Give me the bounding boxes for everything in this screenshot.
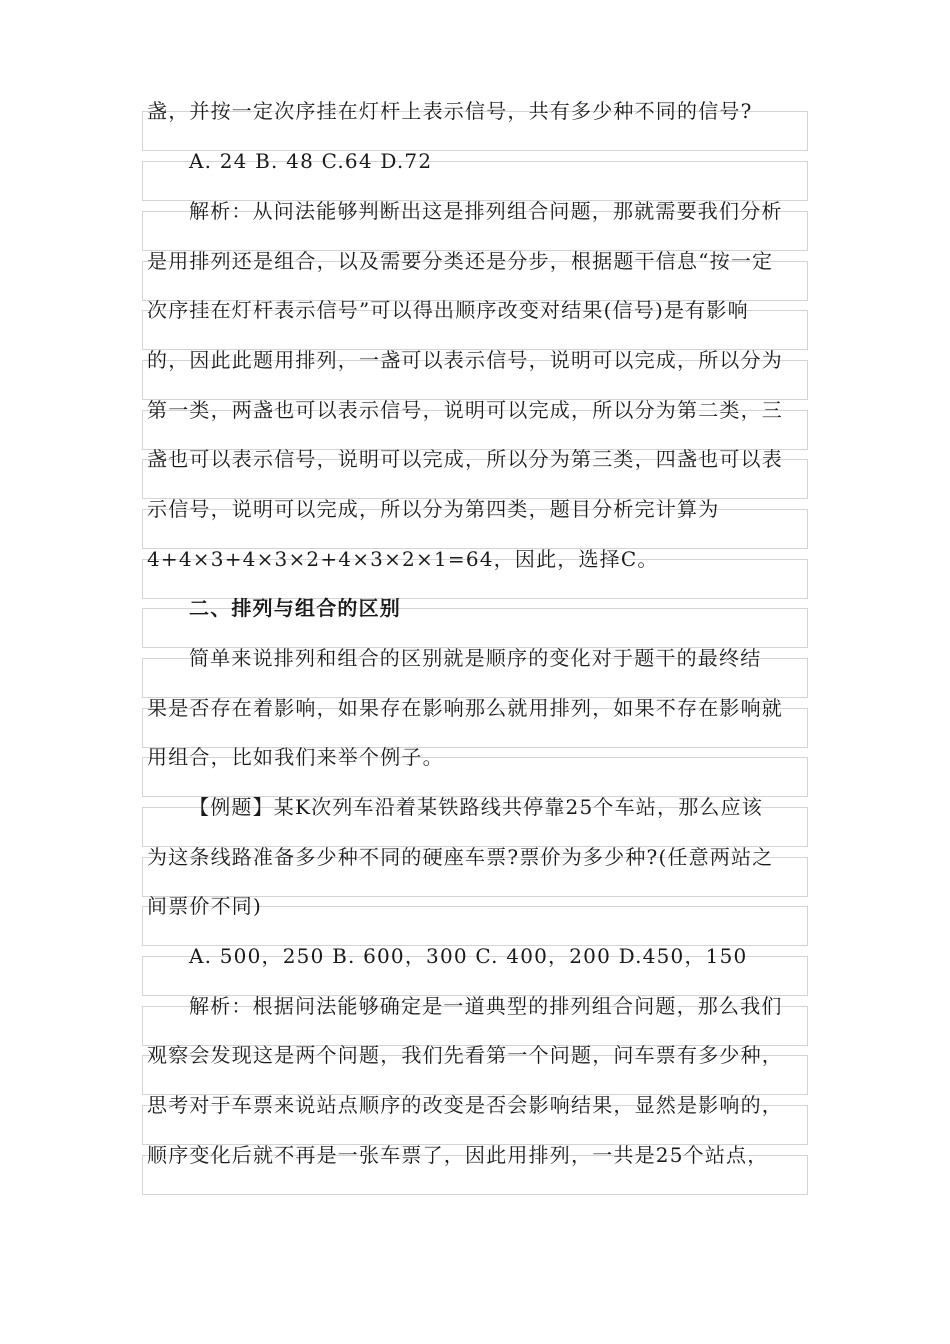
line-text: A. 24 B. 48 C.64 D.72: [189, 149, 433, 173]
line-text: 盏，并按一定次序挂在灯杆上表示信号，共有多少种不同的信号?: [147, 99, 753, 123]
text-line: [142, 1143, 808, 1195]
line-text: 思考对于车票来说站点顺序的改变是否会影响结果，显然是影响的，: [147, 1093, 783, 1117]
line-text: 是用排列还是组合，以及需要分类还是分步，根据题干信息“按一定: [147, 249, 774, 273]
line-text: 解析：从问法能够判断出这是排列组合问题，那就需要我们分析: [189, 199, 783, 223]
line-text: 顺序变化后就不再是一张车票了，因此用排列，一共是25个站点，: [147, 1143, 769, 1167]
line-text: A. 500，250 B. 600，300 C. 400，200 D.450，150: [189, 944, 748, 968]
line-text: 示信号，说明可以完成，所以分为第四类，题目分析完计算为: [147, 497, 720, 521]
line-text: 4+4×3+4×3×2+4×3×2×1=64，因此，选择C。: [147, 547, 659, 571]
line-text: 简单来说排列和组合的区别就是顺序的变化对于题干的最终结: [189, 646, 762, 670]
line-text: 观察会发现这是两个问题，我们先看第一个问题，问车票有多少种，: [147, 1043, 783, 1067]
line-text: 果是否存在着影响，如果存在影响那么就用排列，如果不存在影响就: [147, 696, 783, 720]
heading-text: 二、排列与组合的区别: [189, 596, 401, 620]
line-text: 次序挂在灯杆表示信号”可以得出顺序改变对结果(信号)是有影响: [147, 298, 749, 322]
line-text: 盏也可以表示信号，说明可以完成，所以分为第三类，四盏也可以表: [147, 447, 783, 471]
line-text: 【例题】某K次列车沿着某铁路线共停靠25个车站，那么应该: [189, 795, 763, 819]
line-text: 为这条线路准备多少种不同的硬座车票?票价为多少种?(任意两站之: [147, 845, 774, 869]
line-text: 的，因此此题用排列，一盏可以表示信号，说明可以完成，所以分为: [147, 348, 783, 372]
line-text: 用组合，比如我们来举个例子。: [147, 745, 444, 769]
line-text: 间票价不同): [147, 894, 263, 918]
line-text: 解析：根据问法能够确定是一道典型的排列组合问题，那么我们: [189, 994, 783, 1018]
line-text: 第一类，两盏也可以表示信号，说明可以完成，所以分为第二类，三: [147, 398, 783, 422]
